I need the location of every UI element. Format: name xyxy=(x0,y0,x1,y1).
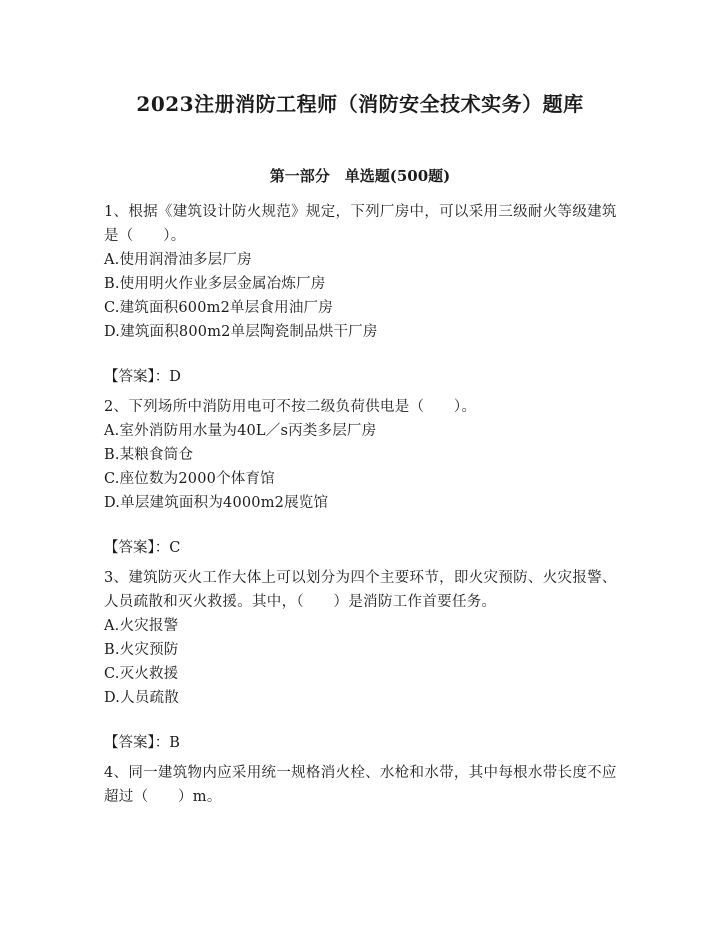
question-1 xyxy=(104,200,624,389)
option-d: D.建筑面积800m2单层陶瓷制品烘干厂房 xyxy=(104,324,378,340)
question-stem: 3、建筑防灭火工作大体上可以划分为四个主要环节，即火灾预防、火灾报警、人员疏散和灭火救援。其中，（ ）是消防工作首要任务。 xyxy=(104,570,617,610)
answer-value: B xyxy=(169,735,181,751)
question-stem: 4、同一建筑物内应采用统一规格消火栓、水枪和水带，其中每根水带长度不应超过（ ）m。 xyxy=(104,765,617,805)
answer-value: D xyxy=(169,369,182,385)
option-d: D.人员疏散 xyxy=(104,690,179,706)
option-c: C.灭火救援 xyxy=(104,666,179,682)
question-stem: 1、根据《建筑设计防火规范》规定，下列厂房中，可以采用三级耐火等级建筑是（ ）。 xyxy=(104,204,617,244)
question-list xyxy=(104,200,624,809)
document-title: 2023注册消防工程师（消防安全技术实务）题库 xyxy=(136,92,584,116)
section-heading: 第一部分 单选题(500题) xyxy=(269,167,451,185)
option-b: B.火灾预防 xyxy=(104,642,179,658)
option-b: B.某粮食筒仓 xyxy=(104,447,194,463)
question-3 xyxy=(104,566,624,755)
option-c: C.建筑面积600m2单层食用油厂房 xyxy=(104,300,333,316)
answer-line xyxy=(104,365,624,389)
option-a: A.火灾报警 xyxy=(104,618,179,634)
answer-label: 【答案】： xyxy=(104,540,170,556)
answer-value: C xyxy=(169,540,181,556)
option-c: C.座位数为2000个体育馆 xyxy=(104,471,275,487)
answer-label: 【答案】： xyxy=(104,735,170,751)
answer-line xyxy=(104,536,624,560)
answer-label: 【答案】： xyxy=(104,369,170,385)
answer-line xyxy=(104,731,624,755)
question-stem: 2、下列场所中消防用电可不按二级负荷供电是（ ）。 xyxy=(104,399,477,415)
option-d: D.单层建筑面积为4000m2展览馆 xyxy=(104,495,329,511)
option-a: A.室外消防用水量为40L／s丙类多层厂房 xyxy=(104,423,377,439)
question-2 xyxy=(104,395,624,560)
option-b: B.使用明火作业多层金属冶炼厂房 xyxy=(104,276,326,292)
question-4 xyxy=(104,761,624,809)
option-a: A.使用润滑油多层厂房 xyxy=(104,252,252,268)
